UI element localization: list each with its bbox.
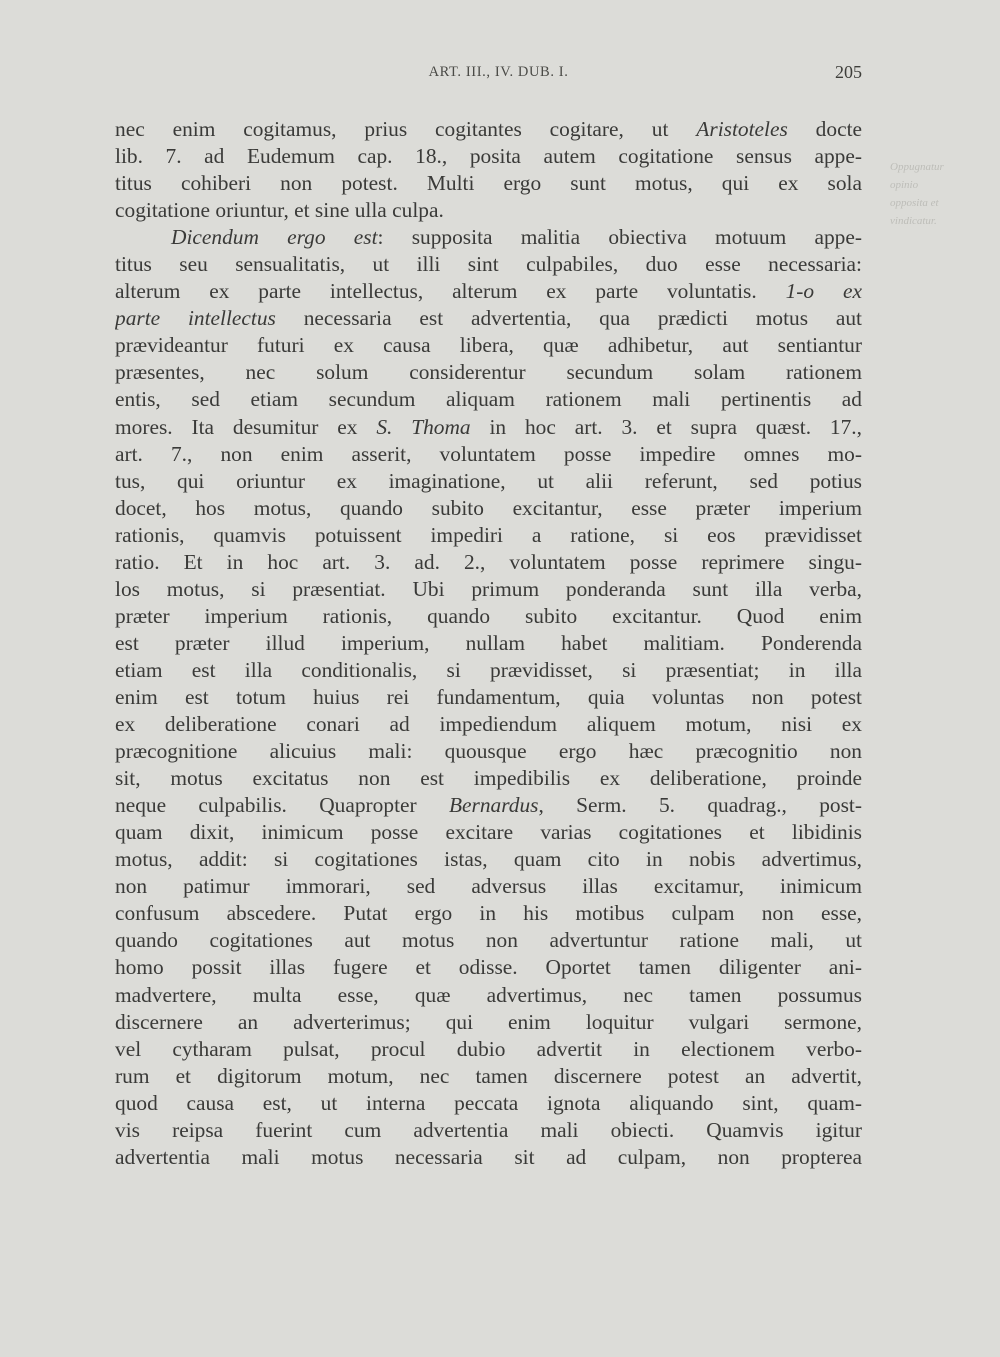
running-title: ART. III., IV. DUB. I. bbox=[428, 64, 569, 80]
text-span: entis, sed etiam secundum aliquam rationem mali pertinentis ad bbox=[115, 387, 862, 412]
text-span: alterum ex parte intellectus, alterum ex parte voluntatis. bbox=[115, 279, 786, 304]
text-span: discernere an adverterimus; qui enim loquitur vulgari sermone, bbox=[115, 1009, 862, 1034]
text-span: ratio. Et in hoc art. 3. ad. 2., voluntatem posse reprimere singu- bbox=[115, 549, 862, 574]
margin-note bbox=[890, 158, 1000, 230]
text-span: nec enim cogitamus, prius cogitantes cogitare, ut bbox=[115, 117, 697, 141]
text-span: quod causa est, ut interna peccata ignota aliquando sint, quam- bbox=[115, 1090, 862, 1115]
text-line bbox=[115, 224, 862, 251]
text-line bbox=[115, 792, 862, 819]
text-span: homo possit illas fugere et odisse. Oportet tamen diligenter ani- bbox=[115, 955, 862, 980]
text-span: præter imperium rationis, quando subito excitantur. Quod enim bbox=[115, 603, 862, 628]
text-span: prævideantur futuri ex causa libera, quæ adhibetur, aut sentiantur bbox=[115, 333, 862, 358]
text-span: lib. 7. ad Eudemum cap. 18., posita autem cogitatione sensus appe- bbox=[115, 144, 862, 169]
text-span: rum et digitorum motum, nec tamen discernere potest an advertit, bbox=[115, 1063, 862, 1088]
italic-span: 1-o ex bbox=[785, 279, 862, 304]
italic-span: S. Thoma bbox=[376, 414, 471, 439]
text-span: docet, hos motus, quando subito excitantur, esse præter imperium bbox=[115, 495, 862, 520]
text-line bbox=[115, 819, 862, 846]
text-line bbox=[115, 305, 862, 332]
text-span: est præter illud imperium, nullam habet malitiam. Ponderenda bbox=[115, 630, 862, 655]
text-line bbox=[115, 711, 862, 738]
italic-span: Dicendum ergo est bbox=[171, 225, 378, 250]
text-line bbox=[115, 1063, 862, 1090]
running-header bbox=[115, 64, 862, 86]
text-line bbox=[115, 630, 862, 657]
text-span: : supposita malitia obiectiva motuum appe- bbox=[377, 225, 862, 250]
text-span: vel cytharam pulsat, procul dubio advertit in electionem verbo- bbox=[115, 1036, 862, 1061]
text-line bbox=[115, 657, 862, 684]
text-span: mores. Ita desumitur ex bbox=[115, 414, 377, 439]
text-line bbox=[115, 1036, 862, 1063]
margin-note-line: Oppugnatur bbox=[890, 161, 944, 173]
text-line bbox=[115, 332, 862, 359]
text-span: neque culpabilis. Quapropter bbox=[115, 793, 449, 818]
text-span: confusum abscedere. Putat ergo in his motibus culpam non esse, bbox=[115, 901, 862, 926]
italic-span: Bernardus bbox=[448, 793, 539, 818]
text-span: quam dixit, inimicum posse excitare varias cogitationes et libidinis bbox=[115, 820, 862, 845]
text-line bbox=[115, 197, 862, 224]
italic-span: Aristoteles bbox=[696, 117, 788, 141]
text-line bbox=[115, 846, 862, 873]
text-span: etiam est illa conditionalis, si prævidisset, si præsentiat; in illa bbox=[115, 657, 862, 682]
text-span: titus seu sensualitatis, ut illi sint culpabiles, duo esse necessaria: bbox=[115, 252, 862, 277]
margin-note-line: opposita et bbox=[890, 197, 939, 209]
text-line bbox=[115, 143, 862, 170]
text-span: rationis, quamvis potuissent impediri a ratione, si eos prævidisset bbox=[115, 522, 862, 547]
text-span: tus, qui oriuntur ex imaginatione, ut alii referunt, sed potius bbox=[115, 468, 862, 493]
text-span: los motus, si præsentiat. Ubi primum ponderanda sunt illa verba, bbox=[115, 576, 862, 601]
text-line bbox=[115, 1117, 862, 1144]
text-span: cogitatione oriuntur, et sine ulla culpa. bbox=[115, 198, 444, 223]
text-line bbox=[115, 765, 862, 792]
text-line bbox=[115, 873, 862, 900]
text-line bbox=[115, 927, 862, 954]
text-line bbox=[115, 359, 862, 386]
text-line bbox=[115, 116, 862, 143]
text-line bbox=[115, 278, 862, 305]
text-line bbox=[115, 954, 862, 981]
text-line bbox=[115, 1090, 862, 1117]
text-span: necessaria est advertentia, qua prædicti motus aut bbox=[275, 306, 862, 331]
text-span: ex deliberatione conari ad impediendum aliquem motum, nisi ex bbox=[115, 712, 862, 737]
text-span: enim est totum huius rei fundamentum, quia voluntas non potest bbox=[115, 684, 862, 709]
text-line bbox=[115, 414, 862, 441]
text-line bbox=[115, 1144, 862, 1171]
text-span: sit, motus excitatus non est impedibilis ex deliberatione, proinde bbox=[115, 766, 862, 791]
text-span: in hoc art. 3. et supra quæst. 17., bbox=[470, 414, 862, 439]
text-span: art. 7., non enim asserit, voluntatem posse impedire omnes mo- bbox=[115, 441, 862, 466]
text-span: advertentia mali motus necessaria sit ad culpam, non propterea bbox=[115, 1144, 862, 1169]
text-line bbox=[115, 738, 862, 765]
text-line bbox=[115, 251, 862, 278]
text-line bbox=[115, 495, 862, 522]
text-line bbox=[115, 549, 862, 576]
text-span: vis reipsa fuerint cum advertentia mali obiecti. Quamvis igitur bbox=[115, 1117, 862, 1142]
text-line bbox=[115, 900, 862, 927]
text-line bbox=[115, 468, 862, 495]
text-line bbox=[115, 982, 862, 1009]
text-span: madvertere, multa esse, quæ advertimus, nec tamen possumus bbox=[115, 982, 862, 1007]
text-line bbox=[115, 170, 862, 197]
text-line bbox=[115, 576, 862, 603]
text-span: præsentes, nec solum considerentur secundum solam rationem bbox=[115, 360, 862, 385]
text-span: quando cogitationes aut motus non advertuntur ratione mali, ut bbox=[115, 928, 862, 953]
text-span: titus cohiberi non potest. Multi ergo sunt motus, qui ex sola bbox=[115, 171, 862, 196]
text-span: docte bbox=[787, 117, 862, 141]
text-span: , Serm. 5. quadrag., post- bbox=[538, 793, 862, 818]
text-line bbox=[115, 386, 862, 413]
text-span: motus, addit: si cogitationes istas, quam cito in nobis advertimus, bbox=[115, 847, 862, 872]
text-line bbox=[115, 441, 862, 468]
text-line bbox=[115, 684, 862, 711]
italic-span: parte intellectus bbox=[115, 306, 276, 331]
margin-note-line: opinio bbox=[890, 179, 919, 191]
text-line bbox=[115, 522, 862, 549]
page-number: 205 bbox=[835, 62, 862, 82]
text-span: præcognitione alicuius mali: quousque ergo hæc præcognitio non bbox=[115, 739, 862, 764]
text-line bbox=[115, 603, 862, 630]
text-line bbox=[115, 1009, 862, 1036]
text-span: non patimur immorari, sed adversus illas excitamur, inimicum bbox=[115, 874, 862, 899]
body-text bbox=[115, 116, 862, 1171]
margin-note-line: vindicatur. bbox=[890, 215, 937, 227]
